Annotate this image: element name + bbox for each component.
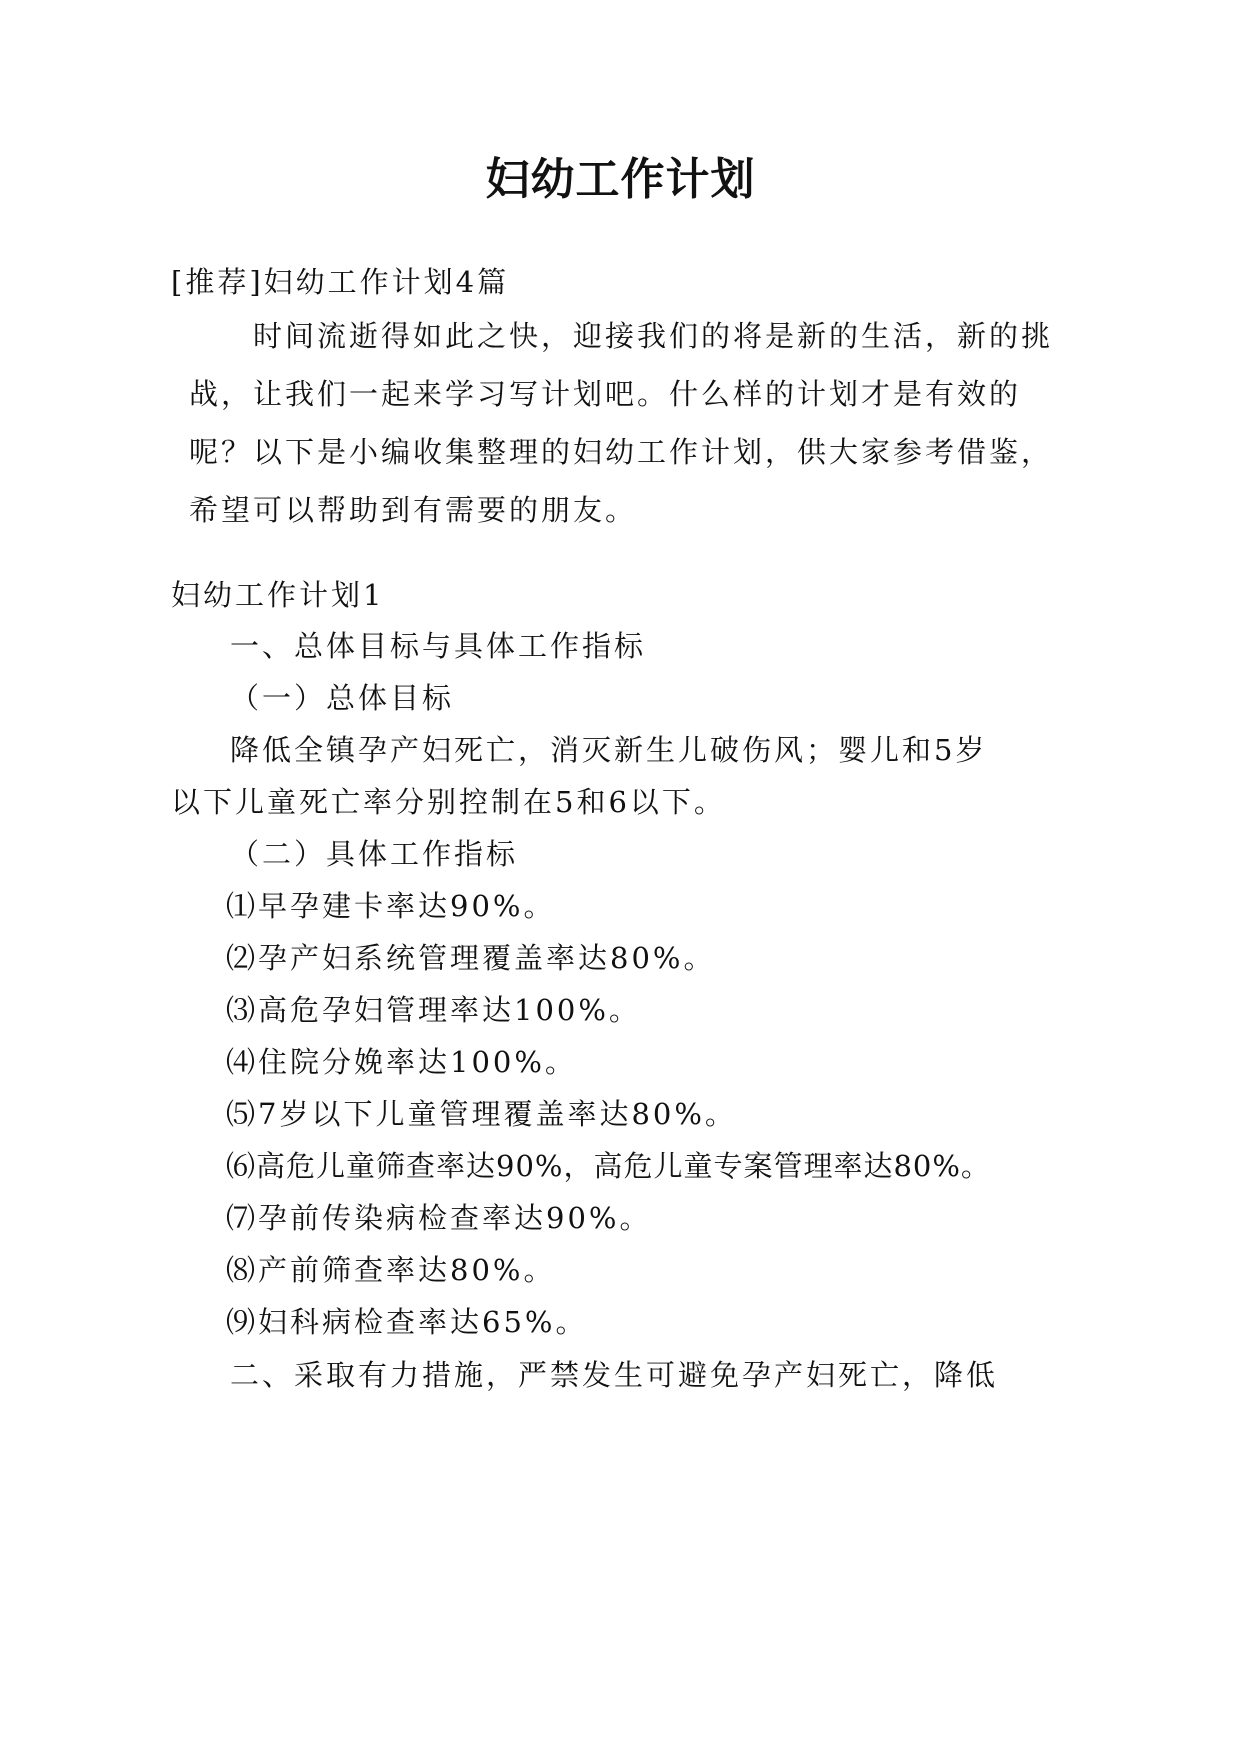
goal-text-line-1: 降低全镇孕产妇死亡，消灭新生儿破伤风；婴儿和5岁: [230, 733, 988, 767]
heading-overall-goals-and-indicators: 一、总体目标与具体工作指标: [230, 629, 647, 663]
indicator-item: ⑷住院分娩率达100%。: [226, 1045, 577, 1079]
document-subtitle: [推荐]妇幼工作计划4篇: [171, 265, 510, 299]
indicator-item: ⑻产前筛查率达80%。: [226, 1253, 556, 1287]
indicator-item: ⑼妇科病检查率达65%。: [226, 1305, 588, 1339]
indicator-item: ⑹高危儿童筛查率达90%，高危儿童专案管理率达80%。: [226, 1149, 991, 1183]
indicator-item: ⑶高危孕妇管理率达100%。: [226, 993, 641, 1027]
indicator-item: ⑸7岁以下儿童管理覆盖率达80%。: [226, 1097, 737, 1131]
section-title: 妇幼工作计划1: [171, 578, 385, 612]
intro-paragraph: 时间流逝得如此之快，迎接我们的将是新的生活，新的挑战，让我们一起来学习写计划吧。什么样的计划才是有效的呢？以下是小编收集整理的妇幼工作计划，供大家参考借鉴，希望可以帮助到有需要的朋友。: [189, 319, 1054, 527]
goal-text-line-2: 以下儿童死亡率分别控制在5和6以下。: [171, 785, 726, 819]
indicator-item: ⑺孕前传染病检查率达90%。: [226, 1201, 652, 1235]
heading-specific-indicators: （二）具体工作指标: [230, 837, 519, 871]
document-title: 妇幼工作计划: [485, 154, 756, 205]
heading-measures: 二、采取有力措施，严禁发生可避免孕产妇死亡，降低: [230, 1358, 999, 1392]
indicator-item: ⑴早孕建卡率达90%。: [226, 889, 556, 923]
heading-overall-goal: （一）总体目标: [230, 681, 455, 715]
indicator-item: ⑵孕产妇系统管理覆盖率达80%。: [226, 941, 716, 975]
